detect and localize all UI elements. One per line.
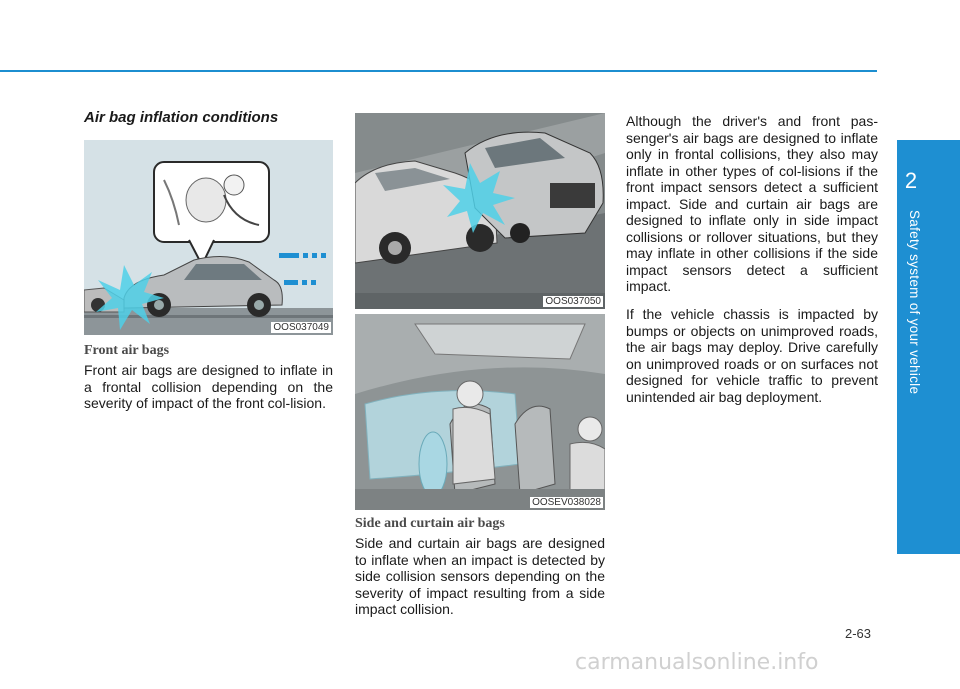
chapter-label: Safety system of your vehicle <box>907 210 922 395</box>
unimproved-roads-paragraph: If the vehicle chassis is impacted by bumps or objects on unimproved roads, the air bags may deploy. Drive carefully on unimproved roads or on surfaces not designed for vehicle traffic to prevent unintended air bag deployment. <box>626 306 878 405</box>
watermark: carmanualsonline.info <box>575 650 819 675</box>
front-air-bags-paragraph: Front air bags are designed to inflate in a frontal collision depending on the severity of impact of the front col-lision. <box>84 362 333 411</box>
chapter-number: 2 <box>904 168 918 193</box>
side-collision-illustration <box>355 113 605 309</box>
section-title: Air bag inflation conditions <box>84 109 279 126</box>
figure-code: OOSEV038028 <box>532 497 601 508</box>
side-impact-figure <box>355 113 605 309</box>
deployment-conditions-paragraph: Although the driver's and front pas-senger's air bags are designed to inflate only in frontal collisions, they also may inflate in other types of col-lisions if the front impact sensors detect a sufficient impact. Side and curtain air bags are designed to inflate only in side impact collisions or rollover situations, but they may inflate in other collisions if the side impact sensors detect a sufficient impact. <box>626 113 878 294</box>
page-number: 2-63 <box>845 626 872 641</box>
curtain-airbag-figure <box>355 314 605 510</box>
subheading-front-air-bags: Front air bags <box>84 343 170 358</box>
side-curtain-paragraph: Side and curtain air bags are designed to inflate when an impact is detected by side collision sensors depending on the severity of impact resulting from a side impact collision. <box>355 535 605 617</box>
figure-code: OOS037049 <box>273 322 329 333</box>
figure-code: OOS037050 <box>545 296 601 307</box>
cabin-airbag-illustration <box>355 314 605 510</box>
front-airbag-figure <box>84 140 333 335</box>
front-collision-illustration <box>84 140 333 335</box>
subheading-side-curtain-air-bags: Side and curtain air bags <box>355 516 505 531</box>
header-rule <box>0 70 877 72</box>
